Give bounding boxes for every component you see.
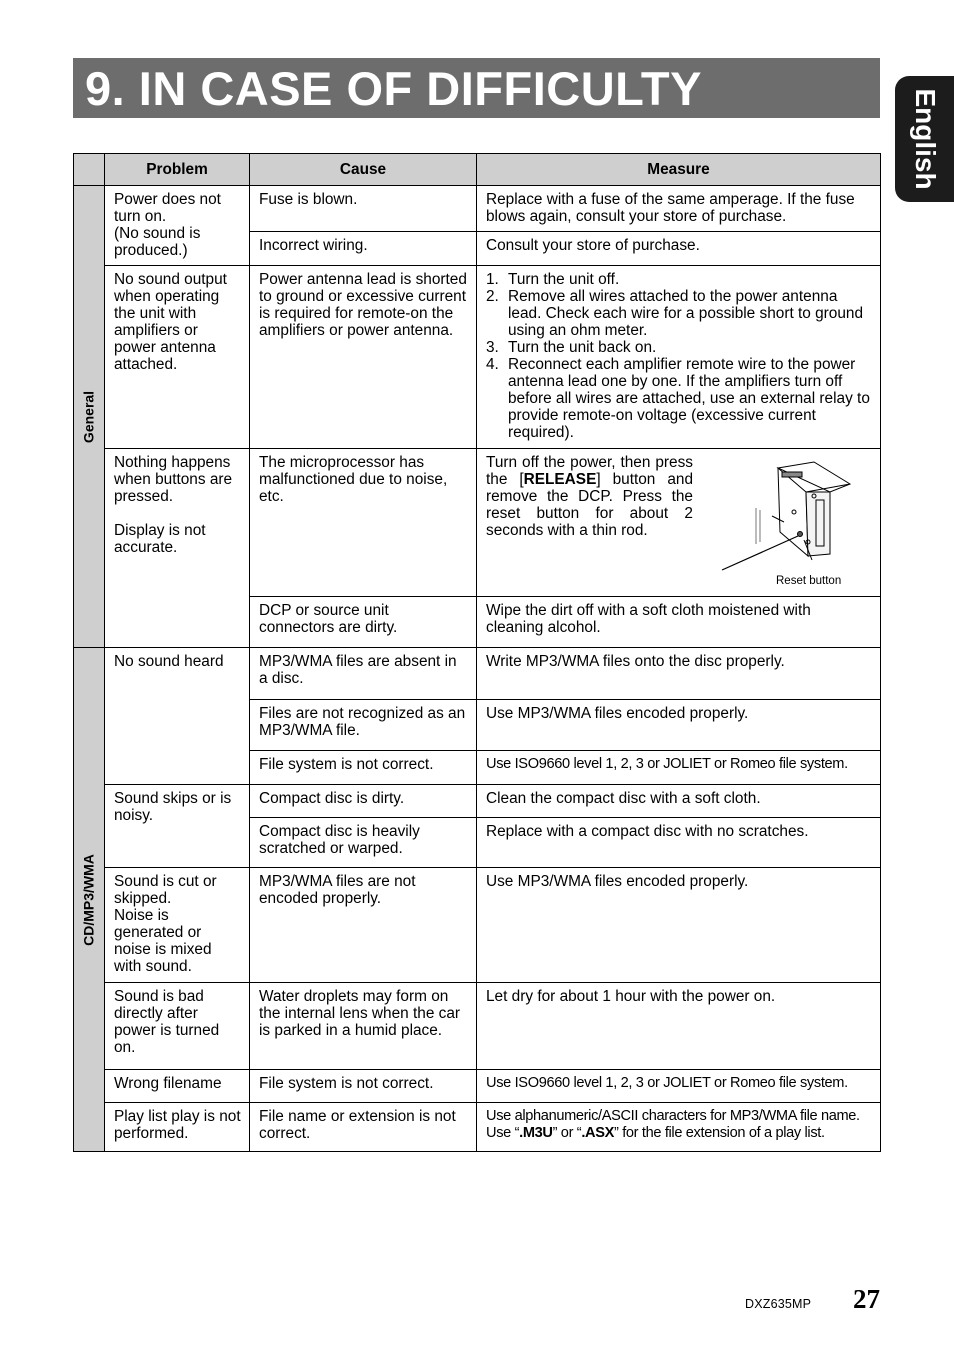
playlist-measure-line1: Use alphanumeric/ASCII characters for MP3/WMA file name. [486, 1108, 860, 1124]
cause-cell: DCP or source unit connectors are dirty. [250, 597, 477, 648]
cause-cell: Incorrect wiring. [250, 232, 477, 266]
reset-instructions [486, 454, 872, 586]
table-row [74, 648, 881, 700]
section-title: 9. IN CASE OF DIFFICULTY [85, 62, 702, 115]
problem-cell: Nothing happens when buttons are pressed. Display is not accurate. [105, 449, 250, 648]
table-row [74, 1103, 881, 1152]
category-cd-mp3-wma [74, 648, 105, 1152]
measure-cell [477, 449, 881, 597]
measure-cell [477, 1103, 881, 1152]
header-cause: Cause [250, 154, 477, 186]
cause-cell: The microprocessor has malfunctioned due to noise, etc. [250, 449, 477, 597]
cause-cell: Files are not recognized as an MP3/WMA file. [250, 700, 477, 751]
measure-cell: Replace with a fuse of the same amperage. If the fuse blows again, consult your store of purchase. [477, 186, 881, 232]
measure-cell: Use MP3/WMA files encoded properly. [477, 700, 881, 751]
measure-steps [486, 271, 872, 441]
problem-cell: Sound skips or is noisy. [105, 785, 250, 868]
measure-cell: Clean the compact disc with a soft cloth. [477, 785, 881, 818]
header-problem: Problem [105, 154, 250, 186]
measure-cell: Wipe the dirt off with a soft cloth moistened with cleaning alcohol. [477, 597, 881, 648]
category-general [74, 186, 105, 648]
list-item: 1. Turn the unit off. [486, 271, 620, 288]
measure-cell: Use ISO9660 level 1, 2, 3 or JOLIET or Romeo file system. [477, 751, 881, 785]
list-item: 3. Turn the unit back on. [486, 339, 657, 356]
extension-asx: .ASX [581, 1125, 614, 1141]
table-row [74, 983, 881, 1070]
measure-cell [477, 266, 881, 449]
cause-cell: Compact disc is dirty. [250, 785, 477, 818]
cause-cell: File system is not correct. [250, 1070, 477, 1103]
category-general-label: General [80, 390, 97, 443]
problem-cell: Power does not turn on. (No sound is produced.) [105, 186, 250, 266]
measure-cell: Replace with a compact disc with no scratches. [477, 818, 881, 868]
reset-text: Turn off the power, then press the [RELEASE] button and remove the DCP. Press the reset button for about 2 seconds with a thin rod. [486, 454, 694, 539]
category-cd-mp3-wma-label: CD/MP3/WMA [80, 853, 97, 946]
problem-cell: Play list play is not performed. [105, 1103, 250, 1152]
list-item: 2. Remove all wires attached to the power antenna lead. Check each wire for a possible short to ground using an ohm meter. [486, 288, 864, 339]
cause-cell: MP3/WMA files are absent in a disc. [250, 648, 477, 700]
model-number: DXZ635MP [745, 1297, 812, 1311]
table-header-row [74, 154, 881, 186]
problem-cell: Wrong filename [105, 1070, 250, 1103]
table-row [74, 266, 881, 449]
measure-cell: Consult your store of purchase. [477, 232, 881, 266]
table-row [74, 186, 881, 232]
measure-cell: Write MP3/WMA files onto the disc properly. [477, 648, 881, 700]
reset-button-illustration [720, 456, 870, 586]
problem-cell: Sound is bad directly after power is turned on. [105, 983, 250, 1070]
playlist-measure-line2: Use “.M3U” or “.ASX” for the file extension of a play list. [486, 1125, 825, 1141]
problem-cell: No sound output when operating the unit with amplifiers or power antenna attached. [105, 266, 250, 449]
measure-cell: Use ISO9660 level 1, 2, 3 or JOLIET or Romeo file system. [477, 1070, 881, 1103]
page-number: 27 [853, 1284, 880, 1314]
cause-cell: Water droplets may form on the internal lens when the car is parked in a humid place. [250, 983, 477, 1070]
table-row [74, 868, 881, 983]
table-row [74, 785, 881, 818]
language-tab-label: English [909, 88, 941, 190]
section-title-bar [73, 58, 880, 118]
problem-cell: Sound is cut or skipped. Noise is generated or noise is mixed with sound. [105, 868, 250, 983]
extension-m3u: .M3U [519, 1125, 553, 1141]
language-tab [895, 76, 954, 202]
measure-cell: Let dry for about 1 hour with the power on. [477, 983, 881, 1070]
cause-cell: File system is not correct. [250, 751, 477, 785]
header-measure: Measure [477, 154, 881, 186]
table-row [74, 1070, 881, 1103]
cause-cell: Power antenna lead is shorted to ground or excessive current is required for remote-on the amplifiers or power antenna. [250, 266, 477, 449]
cause-cell: File name or extension is not correct. [250, 1103, 477, 1152]
cause-cell: MP3/WMA files are not encoded properly. [250, 868, 477, 983]
reset-button-caption: Reset button [776, 575, 842, 587]
list-item: 4. Reconnect each amplifier remote wire to the power antenna lead one by one. If the amplifiers turn off before all wires are attached, use an external relay to provide remote-on voltage (excessive current required). [486, 356, 870, 441]
troubleshooting-table [73, 153, 881, 1152]
measure-cell: Use MP3/WMA files encoded properly. [477, 868, 881, 983]
table-row [74, 449, 881, 597]
cause-cell: Compact disc is heavily scratched or warped. [250, 818, 477, 868]
cause-cell: Fuse is blown. [250, 186, 477, 232]
header-corner [74, 154, 105, 186]
problem-cell: No sound heard [105, 648, 250, 785]
